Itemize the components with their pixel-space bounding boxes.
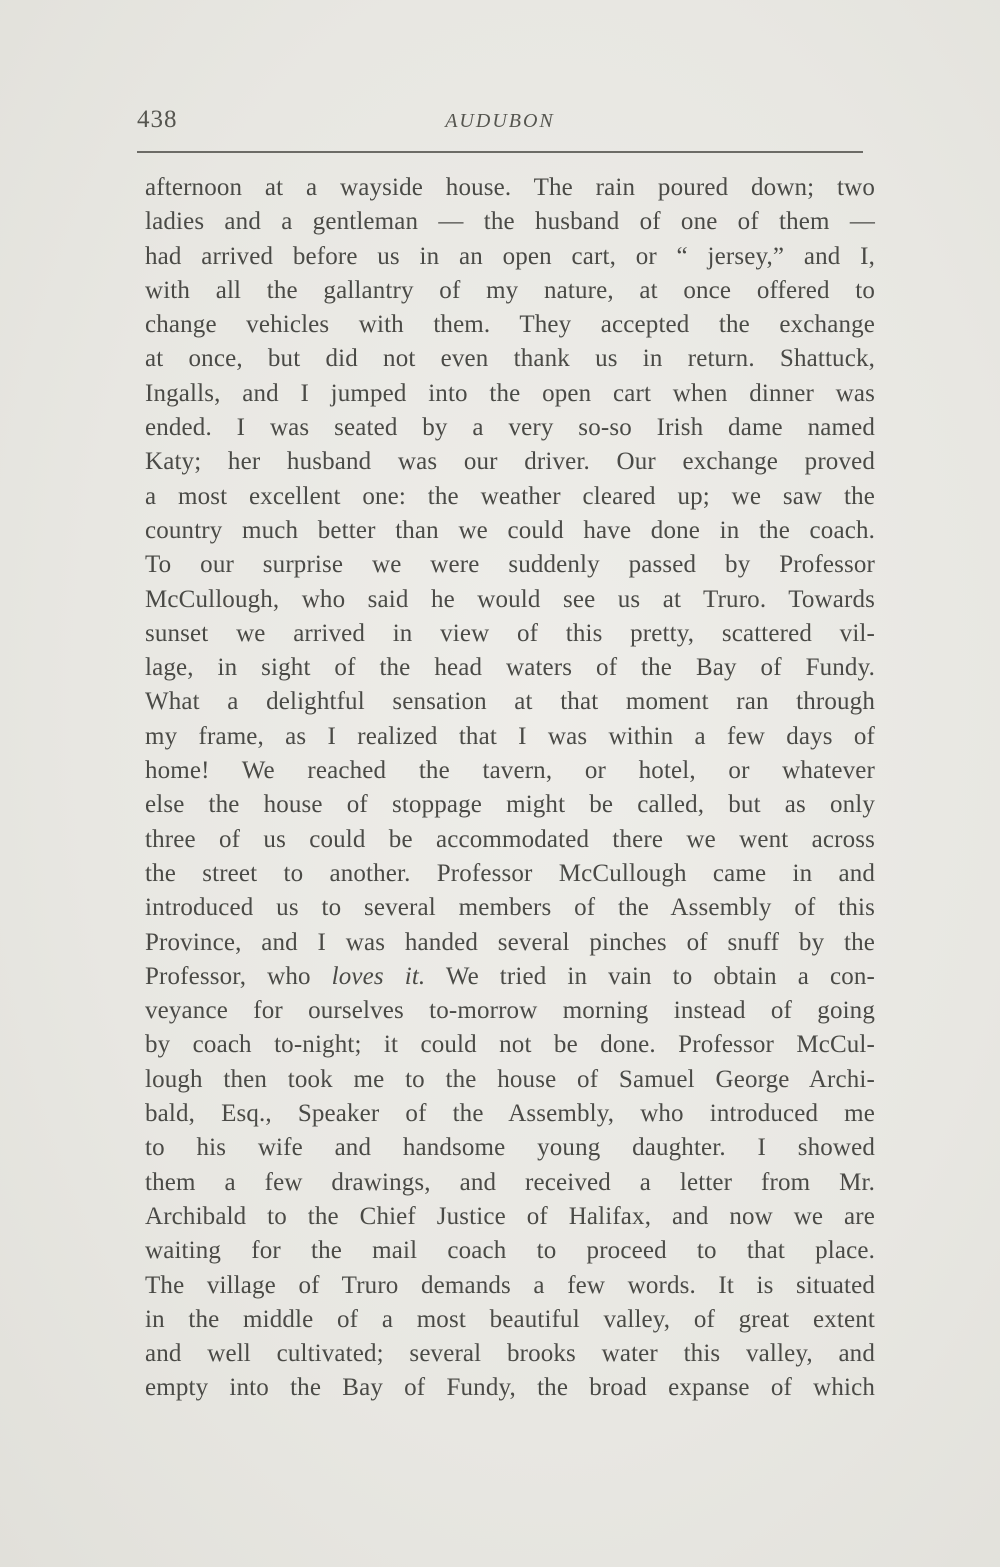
text-line: in the middle of a most beautiful valley, of great extent <box>145 1305 875 1333</box>
text-line: with all the gallantry of my nature, at once offered to <box>145 276 875 304</box>
text-line: waiting for the mail coach to proceed to that place. <box>145 1237 875 1265</box>
text-segment: Professor, who <box>145 962 332 990</box>
text-line: veyance for ourselves to-morrow morning instead of going <box>145 997 875 1025</box>
text-line: a most excellent one: the weather cleared up; we saw the <box>145 482 875 510</box>
page-number: 438 <box>137 106 178 133</box>
text-line: to his wife and handsome young daughter. I showed <box>145 1134 875 1162</box>
text-line: and well cultivated; several brooks water this valley, and <box>145 1340 875 1368</box>
text-line: my frame, as I realized that I was within a few days of <box>145 722 875 750</box>
text-line: empty into the Bay of Fundy, the broad expanse of which <box>145 1374 875 1402</box>
text-line: Province, and I was handed several pinches of snuff by the <box>145 928 875 956</box>
text-line: bald, Esq., Speaker of the Assembly, who introduced me <box>145 1100 875 1128</box>
text-line: had arrived before us in an open cart, or “ jersey,” and I, <box>145 242 875 270</box>
running-head <box>137 100 863 150</box>
text-line: else the house of stoppage might be called, but as only <box>145 791 875 819</box>
text-line: change vehicles with them. They accepted the exchange <box>145 311 875 339</box>
text-line: them a few drawings, and received a letter from Mr. <box>145 1168 875 1196</box>
text-line: by coach to-night; it could not be done. Professor McCul- <box>145 1031 875 1059</box>
text-line: ladies and a gentleman — the husband of one of them — <box>145 208 875 236</box>
text-line: ended. I was seated by a very so-so Irish dame named <box>145 414 875 442</box>
text-line: What a delightful sensation at that moment ran through <box>145 688 875 716</box>
text-segment: We tried in vain to obtain a con- <box>425 962 875 990</box>
text-line: Katy; her husband was our driver. Our exchange proved <box>145 448 875 476</box>
text-line: To our surprise we were suddenly passed by Professor <box>145 551 875 579</box>
text-line: Archibald to the Chief Justice of Halifax, and now we are <box>145 1202 875 1230</box>
text-line: The village of Truro demands a few words. It is situated <box>145 1271 875 1299</box>
text-line: sunset we arrived in view of this pretty, scattered vil- <box>145 619 875 647</box>
italic-phrase: loves it. <box>331 962 426 990</box>
text-line: at once, but did not even thank us in return. Shattuck, <box>145 345 875 373</box>
header-rule <box>137 151 863 153</box>
text-line: the street to another. Professor McCullough came in and <box>145 859 875 887</box>
text-line: afternoon at a wayside house. The rain poured down; two <box>145 174 875 201</box>
body-text <box>145 171 875 1406</box>
text-line: McCullough, who said he would see us at Truro. Towards <box>145 585 875 613</box>
text-line: country much better than we could have done in the coach. <box>145 516 875 544</box>
text-line: home! We reached the tavern, or hotel, or whatever <box>145 757 875 785</box>
text-line: lage, in sight of the head waters of the Bay of Fundy. <box>145 654 875 682</box>
text-line: Ingalls, and I jumped into the open cart when dinner was <box>145 379 875 407</box>
text-line: lough then took me to the house of Samuel George Archi- <box>145 1065 875 1093</box>
running-title: AUDUBON <box>445 110 555 132</box>
text-line: three of us could be accommodated there we went across <box>145 825 875 853</box>
text-line-with-italic <box>145 960 875 994</box>
text-line: introduced us to several members of the Assembly of this <box>145 894 875 922</box>
